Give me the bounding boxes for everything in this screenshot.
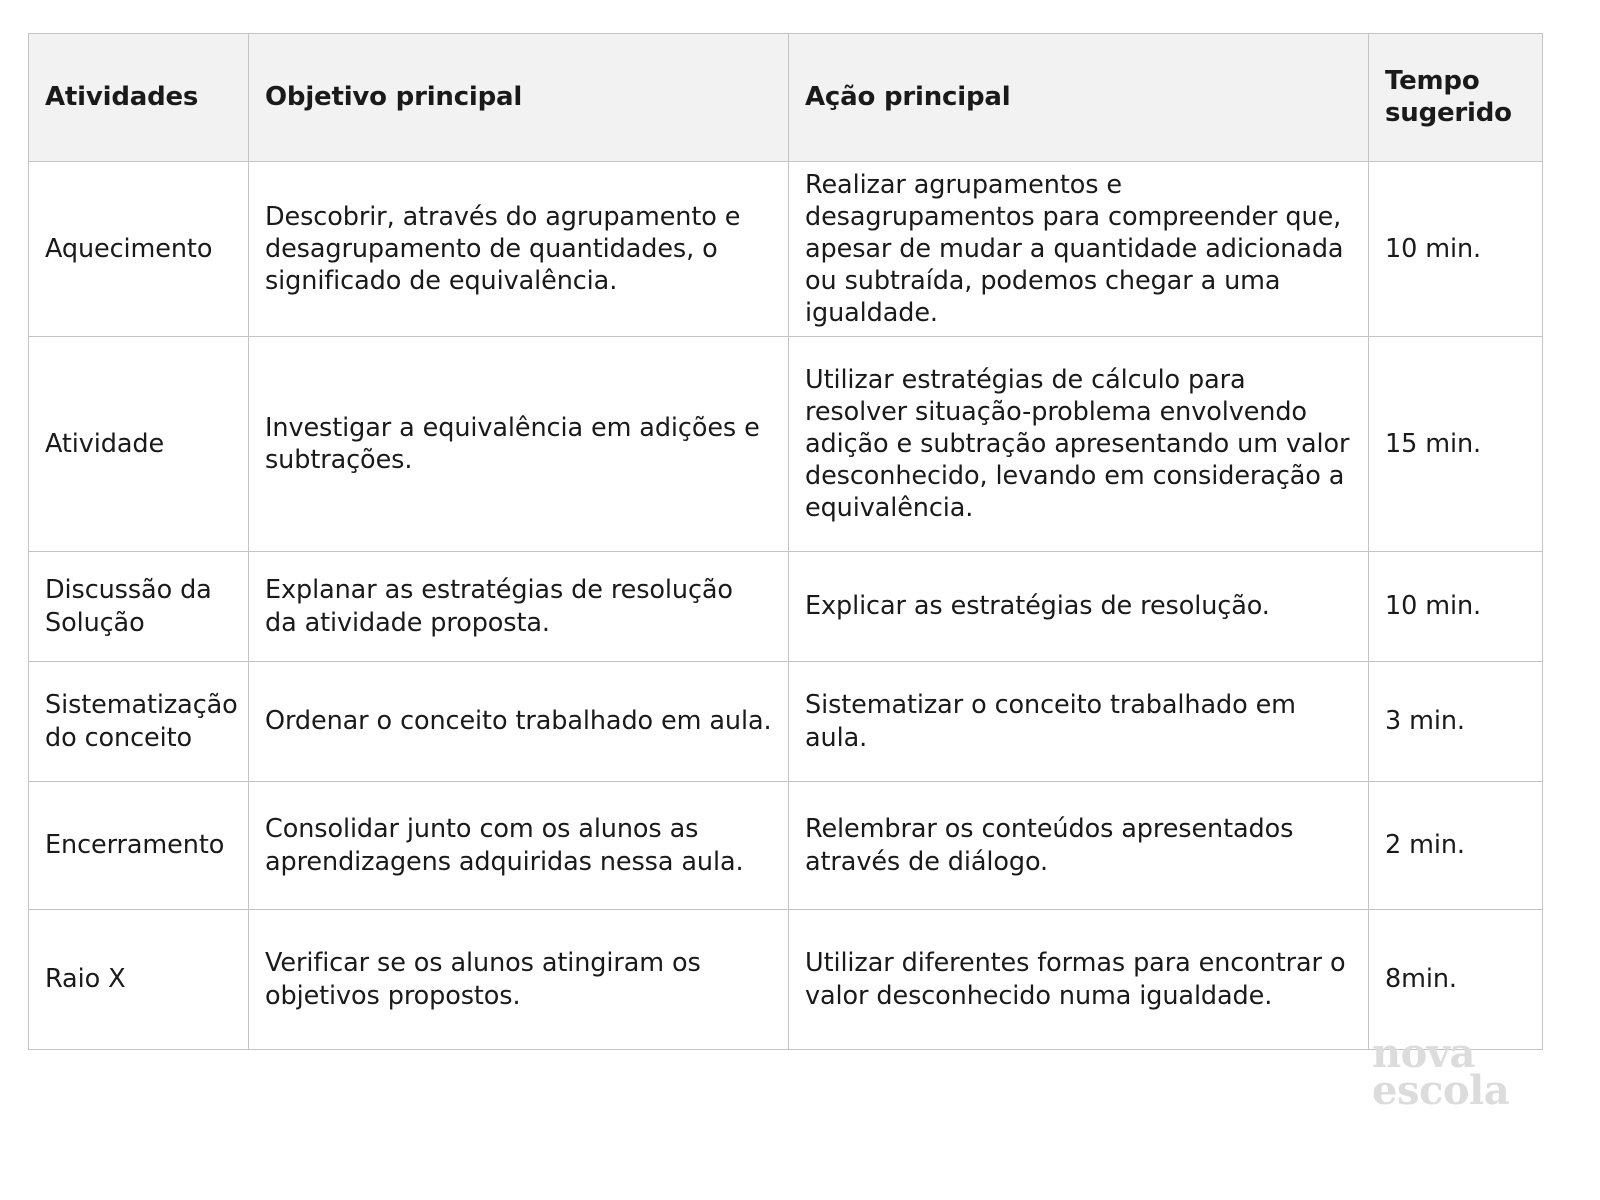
nova-escola-logo (1372, 1030, 1542, 1114)
cell-tempo-sugerido: 3 min. (1369, 662, 1543, 782)
table-body (29, 162, 1543, 1050)
brand-line-nova: nova (1372, 1030, 1475, 1077)
table-row (29, 162, 1543, 337)
column-header-tempo-sugerido: Tempo sugerido (1369, 34, 1543, 162)
cell-tempo-sugerido: 15 min. (1369, 337, 1543, 552)
cell-tempo-sugerido: 2 min. (1369, 782, 1543, 910)
cell-objetivo-principal: Investigar a equivalência em adições e subtrações. (249, 337, 789, 552)
cell-atividade: Aquecimento (29, 162, 249, 337)
cell-objetivo-principal: Descobrir, através do agrupamento e desagrupamento de quantidades, o significado de equivalência. (249, 162, 789, 337)
cell-acao-principal: Explicar as estratégias de resolução. (789, 552, 1369, 662)
cell-tempo-sugerido: 8min. (1369, 910, 1543, 1050)
cell-acao-principal: Realizar agrupamentos e desagrupamentos para compreender que, apesar de mudar a quantidade adicionada ou subtraída, podemos chegar a uma igualdade. (789, 162, 1369, 337)
cell-atividade: Atividade (29, 337, 249, 552)
column-header-objetivo-principal: Objetivo principal (249, 34, 789, 162)
cell-objetivo-principal: Consolidar junto com os alunos as aprendizagens adquiridas nessa aula. (249, 782, 789, 910)
table-row (29, 782, 1543, 910)
cell-atividade: Sistematização do conceito (29, 662, 249, 782)
brand-line-escola: escola (1372, 1066, 1510, 1114)
table-row (29, 552, 1543, 662)
cell-atividade: Raio X (29, 910, 249, 1050)
table-row (29, 662, 1543, 782)
cell-acao-principal: Utilizar estratégias de cálculo para resolver situação-problema envolvendo adição e subtração apresentando um valor desconhecido, levando em consideração a equivalência. (789, 337, 1369, 552)
table-header-row (29, 34, 1543, 162)
cell-atividade: Encerramento (29, 782, 249, 910)
cell-acao-principal: Sistematizar o conceito trabalhado em aula. (789, 662, 1369, 782)
cell-atividade: Discussão da Solução (29, 552, 249, 662)
cell-objetivo-principal: Verificar se os alunos atingiram os objetivos propostos. (249, 910, 789, 1050)
cell-tempo-sugerido: 10 min. (1369, 552, 1543, 662)
column-header-atividades: Atividades (29, 34, 249, 162)
lesson-plan-table (28, 33, 1543, 1050)
table-row (29, 910, 1543, 1050)
cell-tempo-sugerido: 10 min. (1369, 162, 1543, 337)
table-header (29, 34, 1543, 162)
cell-acao-principal: Utilizar diferentes formas para encontrar o valor desconhecido numa igualdade. (789, 910, 1369, 1050)
cell-acao-principal: Relembrar os conteúdos apresentados através de diálogo. (789, 782, 1369, 910)
table-row (29, 337, 1543, 552)
column-header-acao-principal: Ação principal (789, 34, 1369, 162)
cell-objetivo-principal: Ordenar o conceito trabalhado em aula. (249, 662, 789, 782)
cell-objetivo-principal: Explanar as estratégias de resolução da atividade proposta. (249, 552, 789, 662)
